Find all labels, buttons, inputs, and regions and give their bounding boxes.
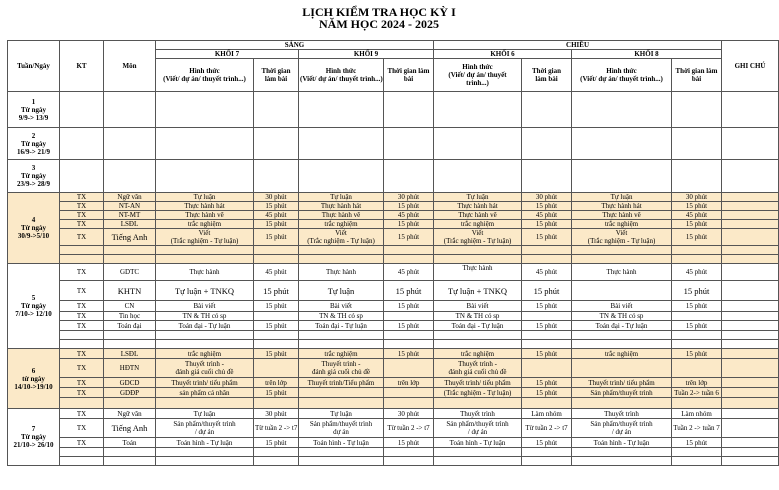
cell: Thuyết trình [434,409,522,419]
cell: 15 phút [254,301,299,312]
cell: Thuyết trình [572,409,672,419]
header-khoi9: KHỐI 9 [299,50,434,59]
row-subject: Tin học [104,312,156,321]
row-kt: TX [60,193,104,202]
row-kt: TX [60,301,104,312]
cell: Viết (Trắc nghiệm - Tự luận) [434,229,522,246]
cell: 15 phút [522,281,572,301]
cell: 45 phút [522,211,572,220]
row-subject: Toán [104,438,156,448]
cell: 45 phút [522,264,572,281]
cell: Thuyết trình - đánh giá cuối chủ đề [156,359,254,378]
cell: 15 phút [254,388,299,398]
row-subject: Ngữ văn [104,193,156,202]
cell: Sản phẩm/thuyết trình dự án [299,419,384,438]
cell: 45 phút [384,264,434,281]
cell: 15 phút [522,438,572,448]
cell: 15 phút [522,388,572,398]
week-4: 4 Từ ngày 30/9->5/10 [8,193,60,264]
cell: 15 phút [522,321,572,331]
header-sang: SÁNG [156,41,434,50]
cell: 15 phút [672,281,722,301]
row-kt: TX [60,220,104,229]
row-subject: Ngữ văn [104,409,156,419]
form-desc-2: trình...) [466,79,489,87]
cell: Thuyết trình - đánh giá cuối chủ đề [434,359,522,378]
form-label: Hình thức [189,67,220,75]
time-label: Thời gian làm bài [384,59,434,92]
row-kt: TX [60,281,104,301]
cell: Thực hành vẽ [156,211,254,220]
cell: 30 phút [522,193,572,202]
cell: Tự luận [156,193,254,202]
cell: Từ tuần 2 -> t7 [254,419,299,438]
header-ghichu: GHI CHÚ [722,41,779,92]
cell: Toán hình - Tự luận [572,438,672,448]
cell: Thực hành [299,264,384,281]
cell: 45 phút [384,211,434,220]
cell: 15 phút [672,229,722,246]
time-label: Thời gian làm bài [672,59,722,92]
cell: Sản phẩm/thuyết trình / dự án [572,419,672,438]
row-subject: Toán đại [104,321,156,331]
week-6: 6 từ ngày 14/10->19/10 [8,349,60,409]
cell: Tự luận [572,193,672,202]
row-kt: TX [60,438,104,448]
cell: trắc nghiệm [156,220,254,229]
cell: Thực hành hát [572,202,672,211]
cell: trên lớp [672,378,722,388]
row-subject: KHTN [104,281,156,301]
header-khoi6: KHỐI 6 [434,50,572,59]
form-label: Hình thức [462,63,493,71]
cell: TN & TH có sp [299,312,384,321]
cell: TN & TH có sp [434,312,522,321]
cell: 15 phút [384,220,434,229]
cell: Tự luận + TNKQ [156,281,254,301]
row-subject: LSĐL [104,220,156,229]
cell: Bài viết [434,301,522,312]
cell: 15 phút [384,321,434,331]
header-week: Tuần/Ngày [8,41,60,92]
row-subject: Tiếng Anh [104,229,156,246]
row-subject: LSĐL [104,349,156,359]
cell: 30 phút [384,193,434,202]
header-khoi8: KHỐI 8 [572,50,722,59]
row-kt: TX [60,202,104,211]
cell: 15 phút [254,229,299,246]
cell: Thực hành vẽ [299,211,384,220]
page-subtitle: NĂM HỌC 2024 - 2025 [319,17,439,31]
cell: Viết (Trắc nghiệm - Tự luận) [572,229,672,246]
time-label-2: làm bài [264,75,288,83]
cell: Thực hành [156,264,254,281]
cell: Bài viết [299,301,384,312]
cell: Tự luận [434,193,522,202]
cell: Sản phẩm/thuyết trình / dự án [156,419,254,438]
week-2: 2 Từ ngày 16/9-> 21/9 [8,128,60,160]
cell: Thuyết trình/ tiểu phẩm [572,378,672,388]
cell: Bài viết [156,301,254,312]
cell: trên lớp [384,378,434,388]
cell: 15 phút [522,202,572,211]
row-kt: TX [60,388,104,398]
row-subject: CN [104,301,156,312]
row-kt: TX [60,229,104,246]
cell: Làm nhóm [522,409,572,419]
row-kt: TX [60,321,104,331]
time-label: Thời gian [261,67,291,75]
cell: 45 phút [672,211,722,220]
week-3: 3 Từ ngày 23/9-> 28/9 [8,160,60,193]
form-label: Hình thức [325,67,357,75]
time-label: Thời gian [532,67,561,75]
row-kt: TX [60,349,104,359]
row-kt: TX [60,312,104,321]
cell: 15 phút [672,220,722,229]
cell: Tự luận [299,409,384,419]
form-desc: (Viết/ dự án/ thuyết trình...) [580,75,663,83]
cell: 15 phút [384,229,434,246]
header-khoi7: KHỐI 7 [156,50,299,59]
cell: 15 phút [522,229,572,246]
cell: Toán đại - Tự luận [572,321,672,331]
cell: 15 phút [384,301,434,312]
cell: Làm nhóm [672,409,722,419]
cell: 30 phút [672,193,722,202]
row-subject: GDTC [104,264,156,281]
form-label: Hình thức [606,67,637,75]
cell: trên lớp [254,378,299,388]
cell: TN & TH có sp [572,312,672,321]
header-chieu: CHIỀU [434,41,722,50]
row-kt: TX [60,409,104,419]
cell: 45 phút [672,264,722,281]
cell: 45 phút [254,211,299,220]
cell: trắc nghiệm [572,220,672,229]
time-label-2: làm bài [535,75,558,83]
row-subject: GDĐP [104,388,156,398]
cell: trắc nghiệm [434,220,522,229]
cell: Từ tuần 2 -> t7 [522,419,572,438]
cell: Toán hình - Tự luận [299,438,384,448]
cell: Thực hành hát [156,202,254,211]
cell: Thuyết trình - đánh giá cuối chủ đề [299,359,384,378]
cell: 30 phút [384,409,434,419]
week-7: 7 Từ ngày 21/10-> 26/10 [8,409,60,466]
cell: 15 phút [384,349,434,359]
cell: Viết (Trắc nghiệm - Tự luận) [299,229,384,246]
page-title: LỊCH KIỂM TRA HỌC KỲ I [302,5,456,19]
cell: Tự luận [299,193,384,202]
row-kt: TX [60,419,104,438]
cell: 15 phút [522,378,572,388]
cell: Thực hành vẽ [572,211,672,220]
cell: trắc nghiệm [299,349,384,359]
cell: Toán đại - Tự luận [156,321,254,331]
row-kt: TX [60,359,104,378]
row-kt: TX [60,211,104,220]
week-5: 5 Từ ngày 7/10-> 12/10 [8,264,60,349]
cell: 15 phút [254,349,299,359]
header-kt: KT [60,41,104,92]
cell: 15 phút [672,349,722,359]
cell: Tự luận [156,409,254,419]
row-subject: HĐTN [104,359,156,378]
cell: 15 phút [254,321,299,331]
cell: TN & TH có sp [156,312,254,321]
cell: Toán hình - Tự luận [434,438,522,448]
cell: 15 phút [522,301,572,312]
cell: 15 phút [672,301,722,312]
cell: Sản phẩm/thuyết trình [572,388,672,398]
row-subject: Tiếng Anh [104,419,156,438]
cell: Tự luận + TNKQ [434,281,522,301]
cell: Thực hành [434,264,522,281]
cell: 15 phút [384,202,434,211]
cell: trắc nghiệm [156,349,254,359]
cell: 15 phút [672,321,722,331]
row-subject: NT-AN [104,202,156,211]
cell: Sản phẩm/thuyết trình / dự án [434,419,522,438]
cell: Tuần 2-> tuần 6 [672,388,722,398]
cell: 15 phút [384,281,434,301]
cell: Thực hành [572,264,672,281]
form-desc: (Viết/ dự án/ thuyết trình...) [163,75,246,83]
cell: Thực hành hát [434,202,522,211]
exam-schedule-table [7,40,779,466]
row-kt: TX [60,264,104,281]
cell: Tuần 2 -> tuần 7 [672,419,722,438]
cell: 45 phút [254,264,299,281]
cell: Toán đại - Tự luận [434,321,522,331]
cell: 15 phút [254,438,299,448]
row-kt: TX [60,378,104,388]
cell: 15 phút [254,281,299,301]
cell: 15 phút [384,438,434,448]
cell: 15 phút [672,438,722,448]
cell: Viết (Trắc nghiệm - Tự luận) [156,229,254,246]
week-1: 1 Từ ngày 9/9-> 13/9 [8,92,60,128]
cell: sản phẩm cá nhân [156,388,254,398]
cell: 30 phút [254,409,299,419]
cell: 15 phút [522,349,572,359]
cell: Thực hành hát [299,202,384,211]
cell: Từ tuần 2 -> t7 [384,419,434,438]
cell: trắc nghiệm [572,349,672,359]
cell: 15 phút [672,202,722,211]
cell: Toán đại - Tự luận [299,321,384,331]
cell: Bài viết [572,301,672,312]
cell: (Trắc nghiệm - Tự luận) [434,388,522,398]
cell: Thuyết trình/ tiểu phẩm [156,378,254,388]
header-mon: Môn [104,41,156,92]
cell: 30 phút [254,193,299,202]
cell: Thuyết trình/Tiểu phẩm [299,378,384,388]
cell: 15 phút [254,220,299,229]
cell: 15 phút [254,202,299,211]
cell: trắc nghiệm [434,349,522,359]
cell: Toán hình - Tự luận [156,438,254,448]
cell: trắc nghiệm [299,220,384,229]
row-subject: NT-MT [104,211,156,220]
cell: Thực hành vẽ [434,211,522,220]
row-subject: GDCD [104,378,156,388]
cell: Tự luận [299,281,384,301]
form-desc: (Viết/ dự án/ thuyết trình...) [300,75,383,83]
cell: 15 phút [522,220,572,229]
form-desc: (Viết/ dự án/ thuyết [448,71,507,79]
cell: Thuyết trình/ tiểu phẩm [434,378,522,388]
